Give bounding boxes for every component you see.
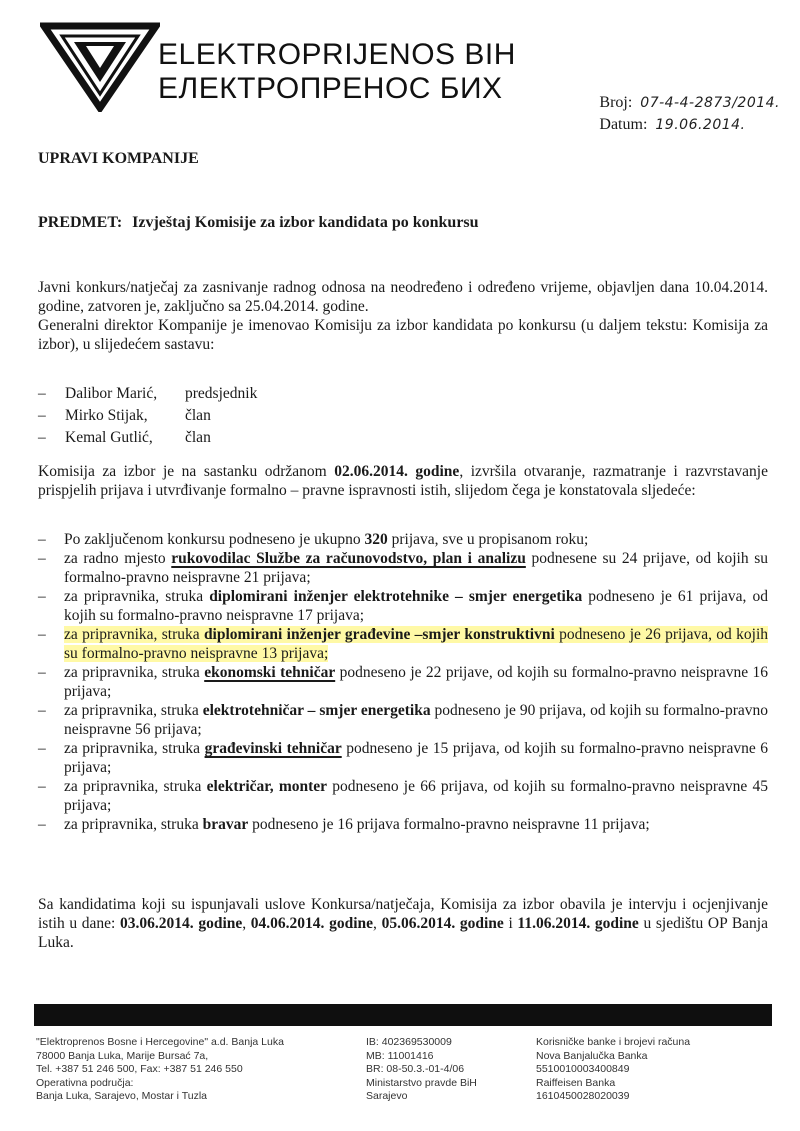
footer-bar [34,1004,772,1026]
list-item: – za pripravnika, struka diplomirani inženjer elektrotehnike – smjer energetika podneseno je 61 prijava, od kojih su formalno-pravno neispravne 17 prijava; [38,587,768,625]
footer-bank-info: Korisničke banke i brojevi računa Nova Banjalučka Banka 5510010003400849 Raiffeisen Banka 1610450028020039 [536,1036,691,1102]
member-row: – Dalibor Marić, predsjednik [38,383,257,405]
company-name-latin: ELEKTROPRIJENOS BIH [158,38,516,71]
commission-members [38,383,257,449]
list-item: – za pripravnika, struka ekonomski tehničar podneseno je 22 prijave, od kojih su formalno-pravno neispravne 16 prijava; [38,663,768,701]
applications-list [38,530,768,834]
company-name [158,38,516,106]
reference-number-value: 07-4-4-2873/2014. [640,95,780,111]
intro-text-2: Generalni direktor Kompanije je imenovao Komisiju za izbor kandidata po konkursu (u daljem tekstu: Komisija za izbor), u slijedećem sastavu: [38,317,768,353]
subject-text: Izvještaj Komisije za izbor kandidata po konkursu [132,214,479,231]
reference-number: Broj: 07-4-4-2873/2014. [599,94,780,111]
reference-date-value: 19.06.2014. [655,117,746,133]
list-item: – Po zaključenom konkursu podneseno je ukupno 320 prijava, sve u propisanom roku; [38,530,768,549]
list-item: – za radno mjesto rukovodilac Službe za računovodstvo, plan i analizu podnesene su 24 prijave, od kojih su formalno-pravno neispravne 21 prijava; [38,549,768,587]
company-logo [40,20,160,112]
company-name-cyrillic: ЕЛЕКТРОПРЕНОС БИХ [158,72,503,105]
list-item: – za pripravnika, struka bravar podneseno je 16 prijava formalno-pravno neispravne 11 prijava; [38,815,768,834]
footer-registration-info: IB: 402369530009 MB: 11001416 BR: 08-50.3.-01-4/06 Ministarstvo pravde BiH Sarajevo [366,1036,477,1102]
meeting-date: 02.06.2014. godine [334,463,460,480]
member-role: član [185,407,211,424]
member-role: član [185,429,211,446]
member-name: Kemal Gutlić, [65,429,153,446]
reference-date: Datum: 19.06.2014. [599,116,746,133]
list-item: – za pripravnika, struka električar, monter podneseno je 66 prijava, od kojih su formalno-pravno neispravne 45 prijava; [38,777,768,815]
list-item-highlighted: – za pripravnika, struka diplomirani inženjer građevine –smjer konstruktivni podneseno je 26 prijava, od kojih su formalno-pravno neispravne 13 prijava; [38,625,768,663]
member-row: – Kemal Gutlić, član [38,427,257,449]
member-name: Dalibor Marić, [65,385,158,402]
list-item: – za pripravnika, struka građevinski tehničar podneseno je 15 prijava, od kojih su formalno-pravno neispravne 6 prijava; [38,739,768,777]
recipient: UPRAVI KOMPANIJE [38,150,199,167]
footer-company-info: "Elektroprenos Bosne i Hercegovine" a.d. Banja Luka 78000 Banja Luka, Marije Bursać 7a, Tel. +387 51 246 500, Fax: +387 51 246 550 Operativna područja: Banja Luka, Sarajevo, Mostar i Tuzla [36,1036,284,1102]
member-name: Mirko Stijak, [65,407,148,424]
reference-block [599,92,780,136]
subject-label: PREDMET: [38,214,123,231]
member-role: predsjednik [185,385,258,402]
member-row: – Mirko Stijak, član [38,405,257,427]
subject-line [38,214,479,232]
list-item: – za pripravnika, struka elektrotehničar – smjer energetika podneseno je 90 prijava, od kojih su formalno-pravno neispravne 56 prijava; [38,701,768,739]
closing-paragraph: Sa kandidatima koji su ispunjavali uslove Konkursa/natječaja, Komisija za izbor obavila je intervju i ocjenjivanje istih u dane: 03.06.2014. godine, 04.06.2014. godine, 05.06.2014. godine i 11.06.2014. godine u sjedištu OP Banja Luka. [38,896,768,951]
intro-text-1: Javni konkurs/natječaj za zasnivanje radnog odnosa na neodređeno i određeno vrijeme, objavljen dana 10.04.2014. godine, zatvoren je, zaključno sa 25.04.2014. godine. [38,279,768,315]
intro-paragraph [38,278,768,354]
meeting-paragraph: Komisija za izbor je na sastanku održanom 02.06.2014. godine, izvršila otvaranje, razmatranje i razvrstavanje prispjelih prijava i utvrđivanje formalno – pravne ispravnosti istih, slijedom čega je konstatovala sljedeće: [38,463,768,499]
